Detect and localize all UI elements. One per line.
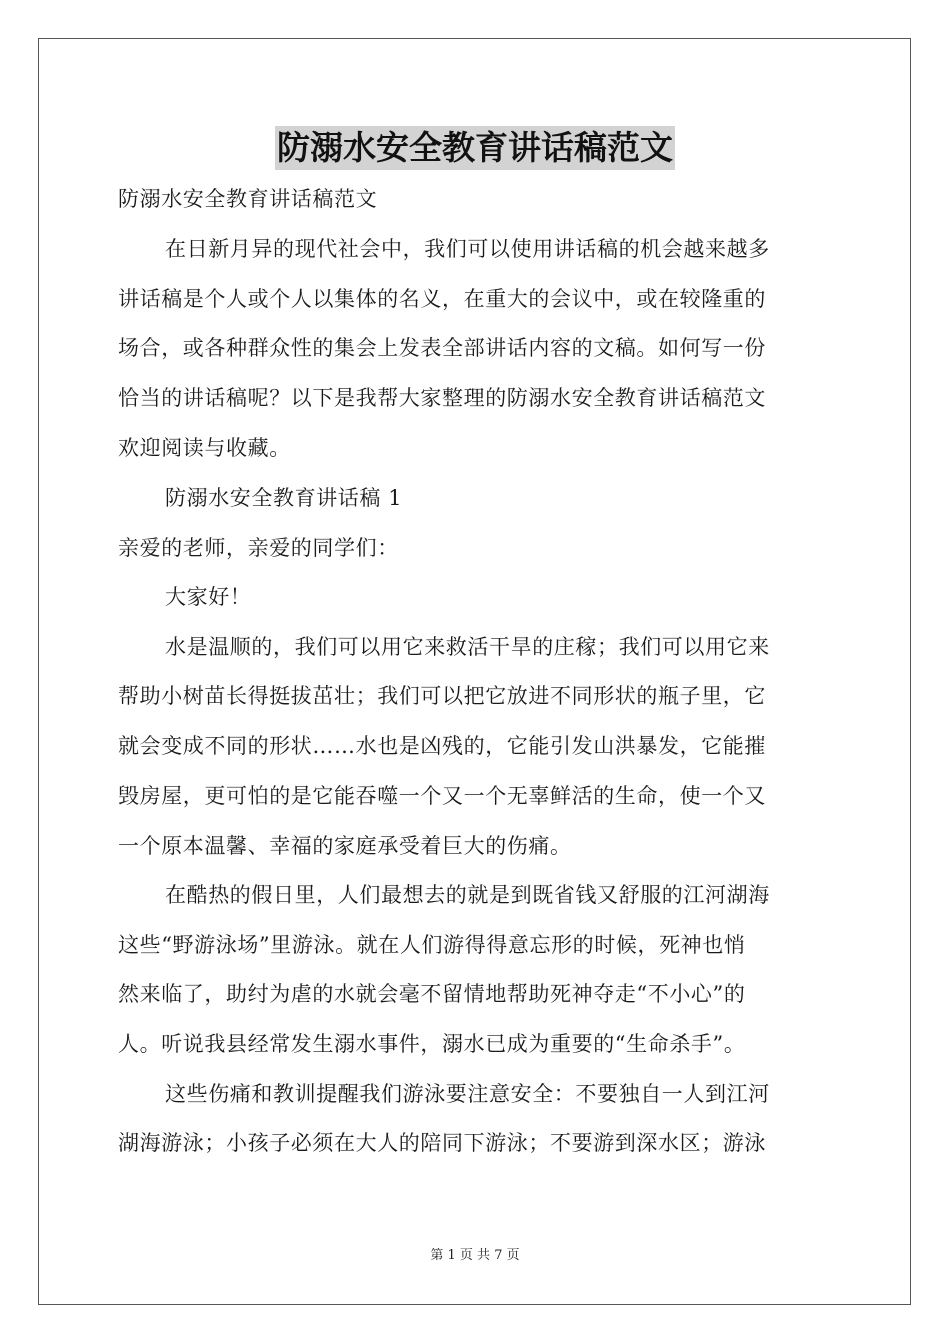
document-title: 防溺水安全教育讲话稿范文 (275, 126, 675, 170)
paragraph-line: 场合，或各种群众性的集会上发表全部讲话内容的文稿。如何写一份 (118, 336, 766, 360)
paragraph-line: 一个原本温馨、幸福的家庭承受着巨大的伤痛。 (118, 834, 572, 858)
title-container (0, 126, 950, 170)
page-border (38, 38, 911, 1305)
salutation-line: 亲爱的老师，亲爱的同学们： (118, 536, 399, 560)
paragraph-line: 帮助小树苗长得挺拔茁壮；我们可以把它放进不同形状的瓶子里，它 (118, 684, 766, 708)
subtitle-line: 防溺水安全教育讲话稿范文 (118, 187, 378, 211)
paragraph-line: 这些“野游泳场”里游泳。就在人们游得得意忘形的时候，死神也悄 (118, 933, 746, 957)
paragraph-line: 讲话稿是个人或个人以集体的名义，在重大的会议中，或在较隆重的 (118, 287, 766, 311)
section-heading: 防溺水安全教育讲话稿 1 (165, 486, 403, 510)
page-number-footer: 第 1 页 共 7 页 (430, 1248, 520, 1263)
paragraph-line: 在酷热的假日里，人们最想去的就是到既省钱又舒服的江河湖海 (165, 883, 770, 907)
paragraph-line: 恰当的讲话稿呢？以下是我帮大家整理的防溺水安全教育讲话稿范文 (118, 386, 766, 410)
paragraph-line: 水是温顺的，我们可以用它来救活干旱的庄稼；我们可以用它来 (165, 635, 770, 659)
greeting-line: 大家好！ (165, 585, 252, 609)
paragraph-line: 欢迎阅读与收藏。 (118, 436, 291, 460)
paragraph-line: 毁房屋，更可怕的是它能吞噬一个又一个无辜鲜活的生命，使一个又 (118, 784, 766, 808)
paragraph-line: 人。听说我县经常发生溺水事件，溺水已成为重要的“生命杀手”。 (118, 1032, 746, 1056)
paragraph-line: 这些伤痛和教训提醒我们游泳要注意安全：不要独自一人到江河 (165, 1082, 770, 1106)
paragraph-line: 在日新月异的现代社会中，我们可以使用讲话稿的机会越来越多 (165, 237, 770, 261)
paragraph-line: 然来临了，助纣为虐的水就会毫不留情地帮助死神夺走“不小心”的 (118, 982, 746, 1006)
paragraph-line: 湖海游泳；小孩子必须在大人的陪同下游泳；不要游到深水区；游泳 (118, 1131, 766, 1155)
paragraph-line: 就会变成不同的形状……水也是凶残的，它能引发山洪暴发，它能摧 (118, 734, 766, 758)
